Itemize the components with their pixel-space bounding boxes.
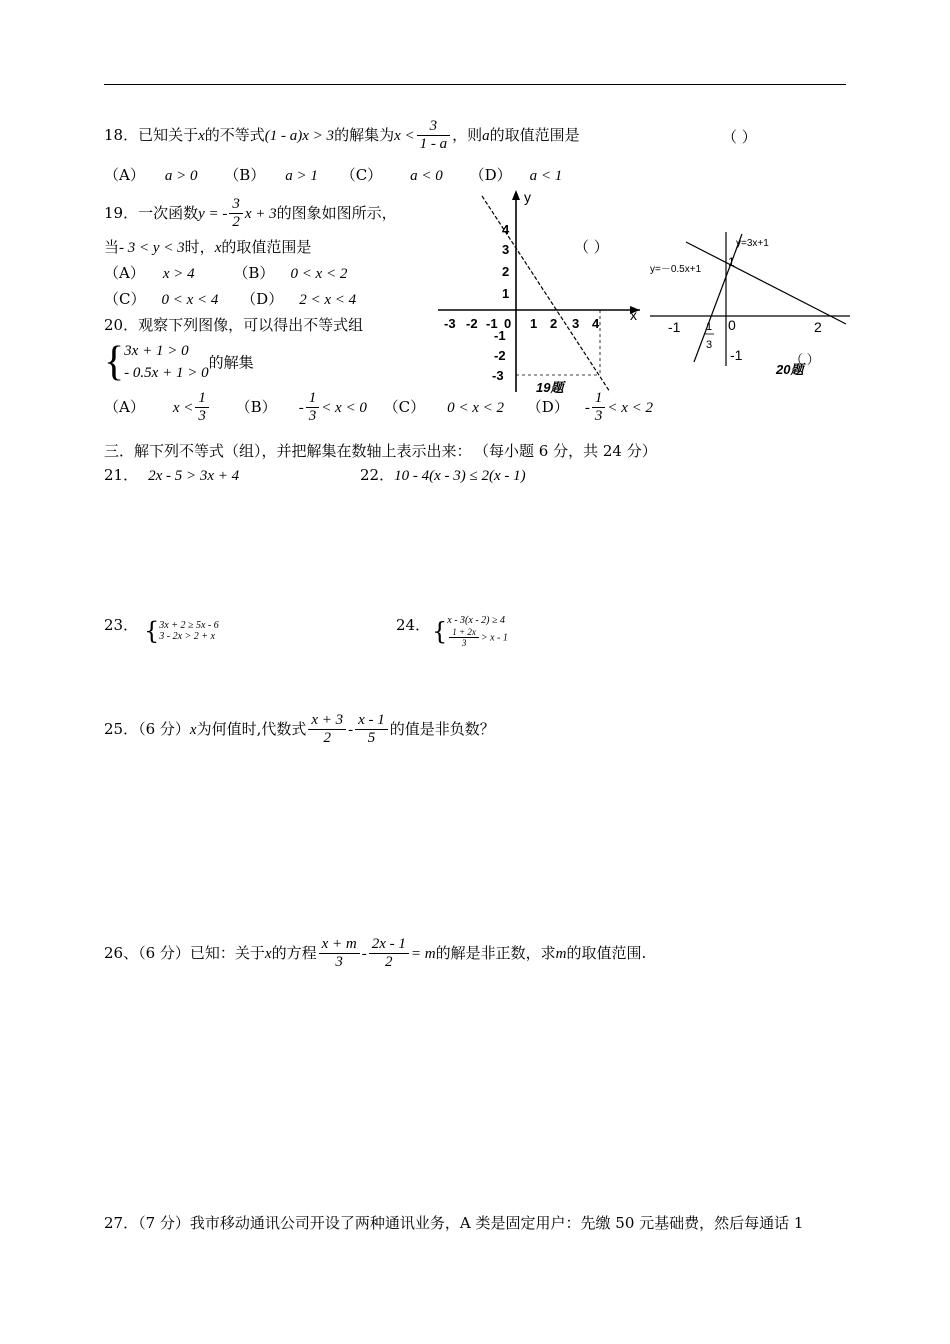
frac-den: 3 [706,339,713,351]
graph20-caption: 20题 [776,362,804,377]
x-axis-label: x [630,307,637,323]
graph-20 [646,228,858,380]
svg-text:-2: -2 [466,316,478,331]
tick-neg1-y: -1 [730,347,743,363]
q20-system: { 3x + 1 > 0 - 0.5x + 1 > 0 的解集 [104,339,254,385]
line-y-eq-3x-plus-1 [694,234,742,362]
section-3-title: 三．解下列不等式（组），并把解集在数轴上表示出来： （每小题 6 分，共 24 分） [104,442,657,460]
question-24: 24． [396,616,431,634]
q24-system: { x - 3(x - 2) ≥ 4 $\frac{1 + 2x}{3}$ > x - 1 [432,615,508,648]
header-rule [104,84,846,85]
y-axis-arrow-icon [512,190,520,200]
question-25: 25．（6 分）x为何值时,代数式 $\frac{x + 3}{2}$ - $\frac{x - 1}{5}$ 的值是非负数？ [104,712,495,747]
question-27: 27．（7 分）我市移动通讯公司开设了两种通讯业务，A 类是固定用户：先缴 50 元基础费，然后每通话 1 [104,1214,804,1232]
frac-num: 1 [706,321,713,333]
q19-options-row2: （C） 0 < x < 4 （D） 2 < x < 4 [104,290,357,308]
q20-options: （A） x < $\frac{1}{3}$ （B） - $\frac{1}{3}$ < x < 0 （C） 0 < x < 2 （D） - $\frac{1}{3}$ < x < 2 [104,390,653,425]
question-20: 20．观察下列图像，可以得出不等式组 [104,316,364,334]
svg-text:3: 3 [572,316,580,331]
y-tick-labels [492,222,510,383]
svg-text:0: 0 [504,316,512,331]
svg-text:4: 4 [502,222,510,237]
line2-label: y=－0.5x+1 [650,264,702,275]
tick-minus1: -1 [668,319,681,335]
tick-2: 2 [814,319,822,335]
question-21: 21． 2x - 5 > 3x + 4 [104,466,240,484]
question-26: 26、（6 分）已知：关于x的方程 $\frac{x + m}{3}$ - $\frac{2x - 1}{2}$ = m的解是非正数，求m的取值范围. [104,936,647,971]
brace-icon: { [432,617,448,646]
question-18: 18．已知关于x的不等式(1 - a)x > 3的解集为x < $\frac{3}{1 - a}$ ，则a的取值范围是 [104,118,580,153]
line1-label: y=3x+1 [736,238,769,249]
svg-text:2: 2 [502,264,510,279]
svg-text:1: 1 [502,286,510,301]
line-y-eq-neg0.5x-plus-1 [686,242,846,324]
svg-text:3: 3 [502,242,510,257]
svg-text:1: 1 [530,316,538,331]
y-intercept-label: 1 [728,255,735,269]
x-tick-labels [444,316,600,331]
graph20-answer-paren: （ ） [790,352,820,367]
svg-text:-3: -3 [444,316,456,331]
q19-answer-paren: （ ） [574,238,609,256]
graph19-caption: 19题 [536,380,564,395]
graph-19 [434,186,644,396]
svg-text:2: 2 [550,316,558,331]
y-axis-label: y [524,189,531,205]
q19-options-row1: （A） x > 4 （B） 0 < x < 2 [104,264,348,282]
q18-answer-paren: （ ） [722,128,757,146]
q19-condition: 当- 3 < y < 3时，x的取值范围是 [104,238,312,256]
svg-text:-3: -3 [492,368,504,383]
svg-text:-1: -1 [494,328,506,343]
svg-text:-1: -1 [486,316,498,331]
q23-system: { 3x + 2 ≥ 5x - 6 3 - 2x > 2 + x [144,617,219,645]
question-23: 23． [104,616,139,634]
brace-icon: { [104,339,125,385]
brace-icon: { [144,617,160,645]
q18-solution-fraction: $\frac{3}{1 - a}$ [417,118,451,154]
question-19: 19．一次函数y = - $\frac{3}{2}$ x + 3的图象如图所示， [104,196,397,231]
tick-0: 0 [728,317,736,333]
q18-options: （A） a > 0 （B） a > 1 （C） a < 0 （D） a < 1 [104,166,563,184]
svg-text:4: 4 [592,316,600,331]
svg-text:-2: -2 [494,348,506,363]
q18-inequality: (1 - a)x > 3 [264,127,335,144]
question-22: 22．10 - 4(x - 3) ≤ 2(x - 1) [360,466,526,484]
q18-number: 18． [104,125,139,144]
